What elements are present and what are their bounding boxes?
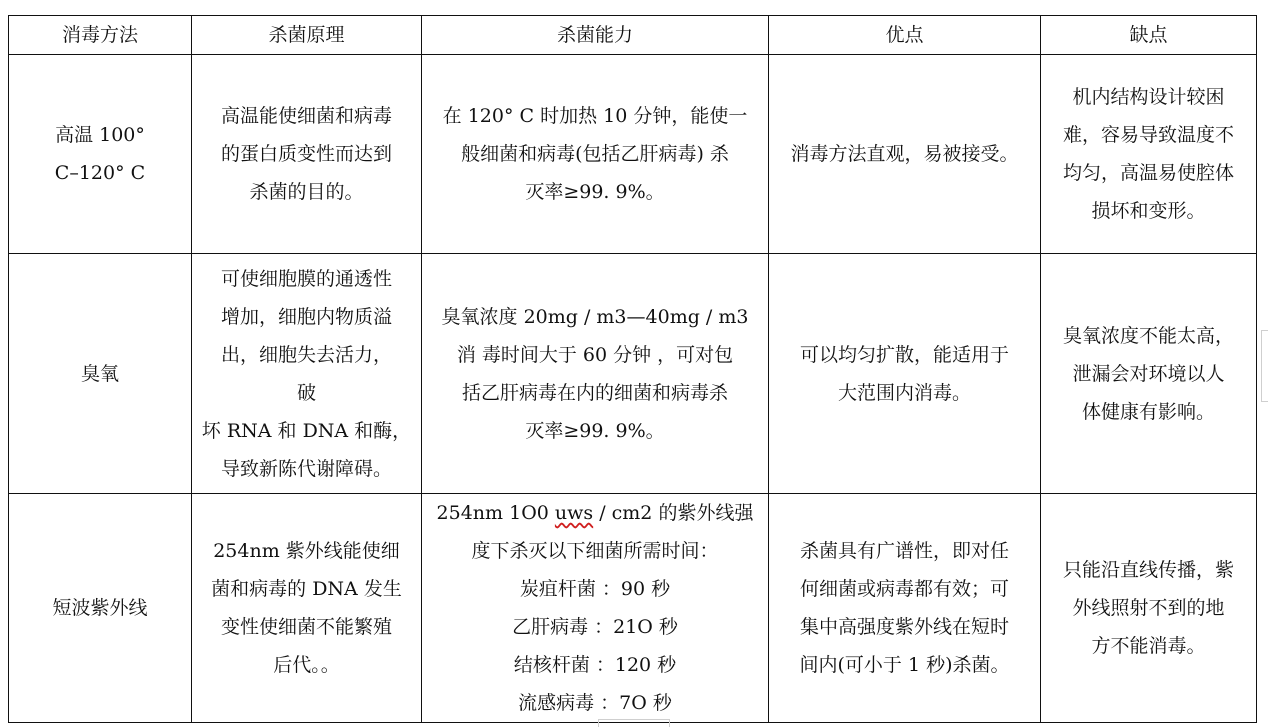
cell-cons <box>1041 494 1257 723</box>
cell-method <box>9 494 192 723</box>
cell-ability <box>422 494 769 723</box>
text-line: 臭氧 <box>80 362 119 385</box>
text-line: 泄漏会对环境以人 <box>1072 362 1225 385</box>
header-principle: 杀菌原理 <box>192 16 422 55</box>
cell-ability <box>422 254 769 494</box>
text-fragment: / cm2 的紫外线强 <box>593 502 754 524</box>
text-line: 消 毒时间大于 60 分钟 ，可对包 <box>456 343 734 366</box>
text-line: 的蛋白质变性而达到 <box>220 143 392 165</box>
cell-method <box>9 254 192 494</box>
cell-cons <box>1041 254 1257 494</box>
cell-cons <box>1041 55 1257 254</box>
text-line: 体健康有影响。 <box>1081 400 1215 423</box>
text-line: 般细菌和病毒(包括乙肝病毒) 杀 <box>461 143 729 165</box>
text-line: 流感病毒 ：7O 秒 <box>518 692 672 714</box>
text-line: 杀菌的目的。 <box>249 181 364 203</box>
text-line: 炭疽杆菌 ：90 秒 <box>519 578 671 600</box>
cell-ability <box>422 55 769 254</box>
text-line: 变性使细菌不能繁殖 <box>220 616 392 638</box>
text-line: 臭氧浓度不能太高， <box>1062 324 1234 347</box>
header-method: 消毒方法 <box>9 16 192 55</box>
text-line: 结核杆菌 ：120 秒 <box>513 654 677 676</box>
text-line: 臭氧浓度 20mg / m3—40mg / m3 <box>441 305 749 328</box>
cell-method <box>9 55 192 254</box>
text-line: 乙肝病毒 ：21O 秒 <box>512 616 678 638</box>
disinfection-comparison-table <box>8 15 1257 723</box>
text-line: 灭率≥99. 9%。 <box>525 419 665 442</box>
cell-principle <box>192 55 422 254</box>
table-row <box>9 55 1257 254</box>
cell-pros <box>769 494 1041 723</box>
text-line: 出，细胞失去活力， <box>220 343 392 366</box>
text-line: 外线照射不到的地 <box>1072 597 1225 619</box>
text-line: 间内(可小于 1 秒)杀菌。 <box>799 654 1010 676</box>
text-line: 均匀，高温易使腔体 <box>1062 162 1234 184</box>
text-line: 坏 RNA 和 DNA 和酶， <box>201 419 412 442</box>
cell-principle <box>192 254 422 494</box>
cell-principle <box>192 494 422 723</box>
text-line: 灭率≥99. 9%。 <box>525 181 665 203</box>
text-line: 杀菌具有广谱性，即对任 <box>799 540 1009 562</box>
text-line: 可使细胞膜的通透性 <box>220 267 392 290</box>
text-line: 增加，细胞内物质溢 <box>220 305 392 328</box>
text-line: 括乙肝病毒在内的细菌和病毒杀 <box>461 381 728 404</box>
text-line: 难，容易导致温度不 <box>1062 124 1234 146</box>
header-pros: 优点 <box>769 16 1041 55</box>
text-line: 导致新陈代谢障碍。 <box>220 457 392 480</box>
text-line: 度下杀灭以下细菌所需时间： <box>471 540 719 562</box>
text-line: 高温 100° <box>55 124 145 146</box>
text-line: 损坏和变形。 <box>1091 200 1206 222</box>
header-cons: 缺点 <box>1041 16 1257 55</box>
text-line: 破 <box>296 381 316 404</box>
header-ability: 杀菌能力 <box>422 16 769 55</box>
text-line: 高温能使细菌和病毒 <box>220 105 392 127</box>
table-header-row <box>9 16 1257 55</box>
text-line: 在 120° C 时加热 10 分钟，能使一 <box>442 105 748 127</box>
text-line: 何细菌或病毒都有效；可 <box>799 578 1009 600</box>
page-edge-marker <box>1261 330 1268 402</box>
text-fragment: 254nm 1O0 <box>436 502 555 524</box>
cell-pros <box>769 55 1041 254</box>
table-row <box>9 254 1257 494</box>
text-line: 只能沿直线传播，紫 <box>1062 559 1234 581</box>
text-line: 短波紫外线 <box>52 597 148 619</box>
text-line <box>430 494 760 532</box>
table-row <box>9 494 1257 723</box>
text-line: 消毒方法直观，易被接受。 <box>790 143 1019 165</box>
text-line: 集中高强度紫外线在短时 <box>799 616 1009 638</box>
text-line: 方不能消毒。 <box>1091 635 1206 657</box>
text-line: C–120° C <box>54 162 146 184</box>
text-line: 菌和病毒的 DNA 发生 <box>211 578 402 600</box>
text-line: 可以均匀扩散，能适用于 <box>799 343 1009 366</box>
text-line: 大范围内消毒。 <box>837 381 971 404</box>
spellcheck-flagged-word[interactable]: uws <box>554 502 594 524</box>
text-line: 后代。。 <box>273 654 340 676</box>
text-line: 机内结构设计较困 <box>1072 86 1225 108</box>
text-line: 254nm 紫外线能使细 <box>213 540 400 562</box>
cell-pros <box>769 254 1041 494</box>
